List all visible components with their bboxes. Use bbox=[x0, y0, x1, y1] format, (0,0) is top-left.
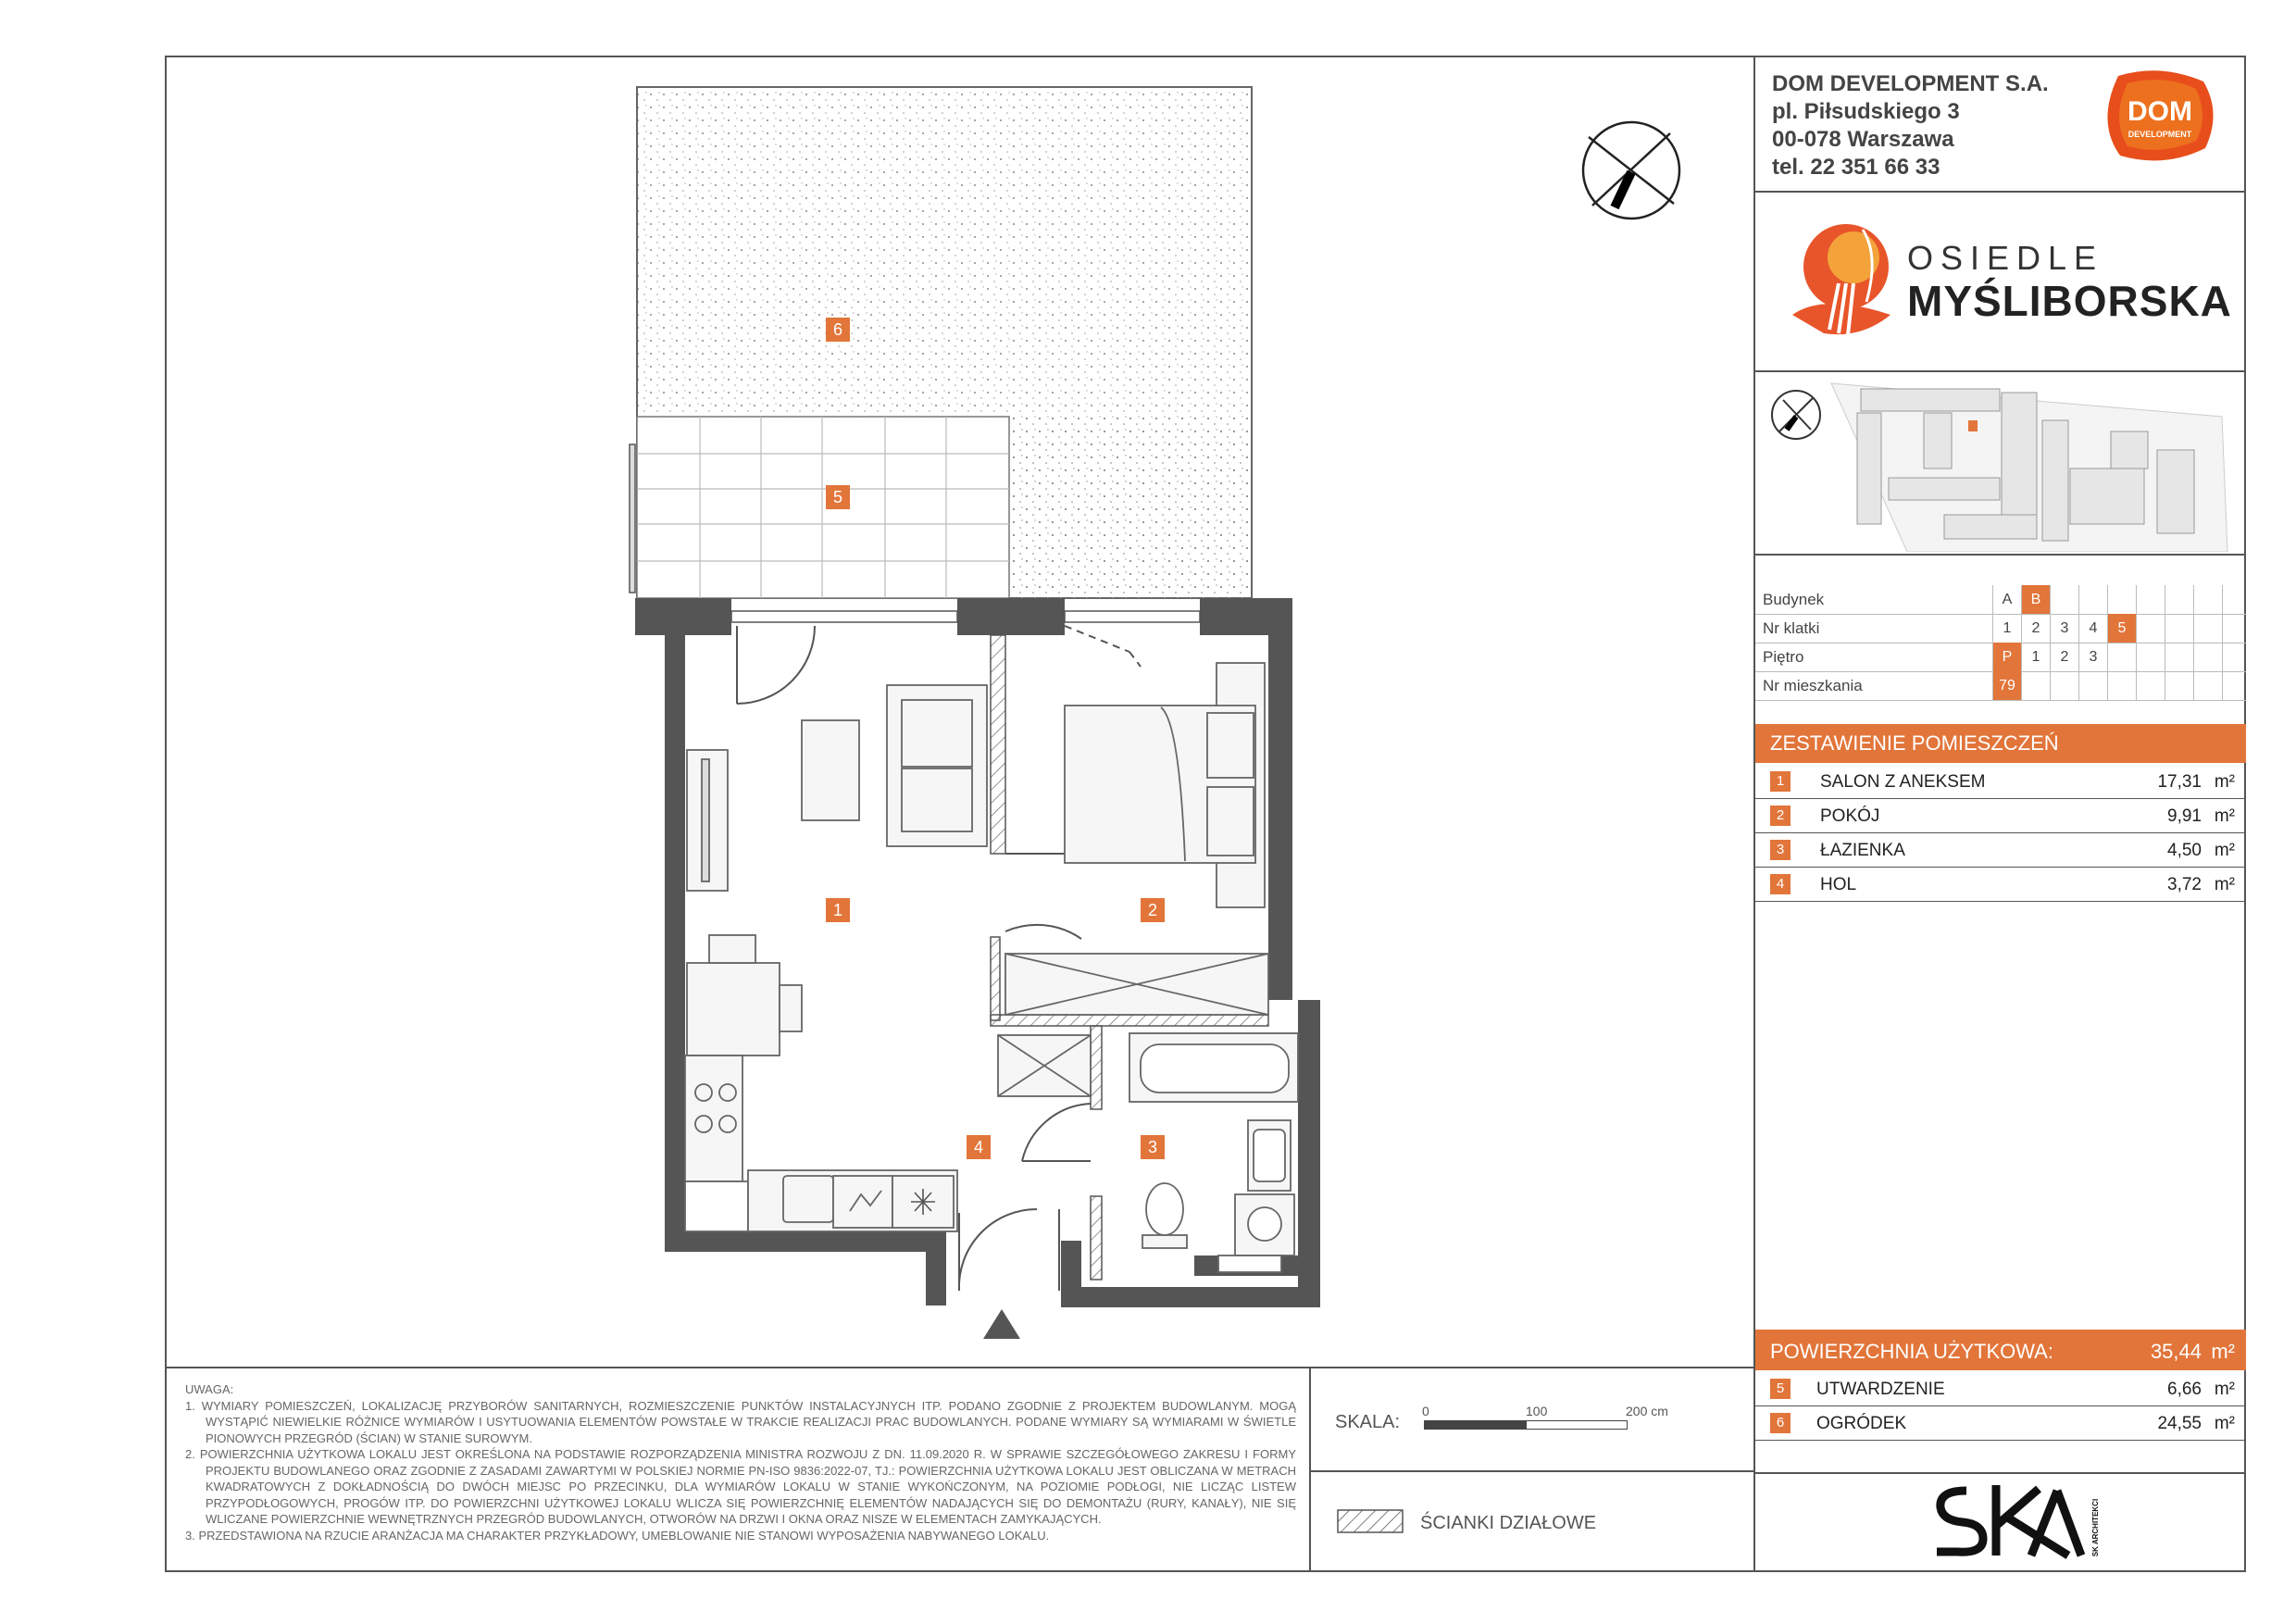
info-cell-empty bbox=[2193, 614, 2222, 643]
room-row bbox=[1755, 833, 2246, 868]
dom-logo-text: DOM bbox=[2128, 96, 2192, 127]
company-name: DOM DEVELOPMENT S.A. bbox=[1772, 71, 2049, 96]
room-number: 4 bbox=[1770, 874, 1791, 894]
site-keyplan bbox=[1759, 376, 2240, 552]
info-cell-empty bbox=[2050, 671, 2078, 700]
divider-header bbox=[1755, 191, 2246, 193]
info-cell-empty bbox=[2193, 585, 2222, 614]
extra-name: UTWARDZENIE bbox=[1816, 1380, 1945, 1399]
info-row-stairwell bbox=[1755, 614, 2246, 643]
info-cell-empty bbox=[2021, 671, 2050, 700]
stairwell-value-5: 5 bbox=[2107, 614, 2136, 643]
building-value-a: A bbox=[1992, 585, 2021, 614]
building-value-b: B bbox=[2021, 585, 2050, 614]
scale-tick: 100 bbox=[1526, 1404, 1548, 1418]
info-cell-empty bbox=[2107, 643, 2136, 671]
info-cell-empty bbox=[2165, 614, 2193, 643]
dom-logo-subtext: DEVELOPMENT bbox=[2128, 130, 2192, 139]
company-address1: pl. Piłsudskiego 3 bbox=[1772, 99, 1960, 124]
room-name: POKÓJ bbox=[1820, 806, 1880, 826]
room-name: HOL bbox=[1820, 875, 1857, 894]
legend-label: ŚCIANKI DZIAŁOWE bbox=[1420, 1513, 1597, 1533]
room-row bbox=[1755, 799, 2246, 833]
extra-unit: m² bbox=[2214, 1414, 2235, 1433]
info-cell-empty bbox=[2078, 671, 2107, 700]
stairwell-value-3: 3 bbox=[2050, 614, 2078, 643]
room-unit: m² bbox=[2214, 841, 2235, 860]
info-cell-empty bbox=[2222, 671, 2246, 700]
note-item: 3. PRZEDSTAWIONA NA RZUCIE ARANŻACJA MA CHARAKTER PRZYKŁADOWY, UMEBLOWANIE NIE STANOWI WYPOSAŻENIA NABYWANEGO LOKALU. bbox=[185, 1528, 1050, 1543]
info-cell-empty bbox=[2136, 614, 2165, 643]
floor-value-3: 3 bbox=[2078, 643, 2107, 671]
room-name: ŁAZIENKA bbox=[1820, 841, 1905, 860]
bedroom-furniture bbox=[1065, 663, 1265, 907]
osiedle-brand-icon bbox=[1787, 219, 1898, 344]
note-item: 2. POWIERZCHNIA UŻYTKOWA LOKALU JEST OKREŚLONA NA PODSTAWIE ROZPORZĄDZENIA MINISTRA ROZWOJU Z DN. 11.09.2020 R. W SPRAWIE SZCZEGÓŁOWEGO ZAKRESU I FORMY PROJEKTU BUDOWLANEGO ORAZ ZGODNIE Z ZASADAMI ZAWARTYMI W POLSKIEJ NORMIE PN-ISO 9836:2022-07, TJ.: POWIERZCHNIA UŻYTKOWA LOKALU JEST OBLICZANA W METRACH KWADRATOWYCH Z DOKŁADNOŚCIĄ DO DWÓCH MIEJSC PO PRZECINKU, DLA WYMIARÓW LOKALU W STANIE WYKOŃCZONYM, NA POZIOMIE PODŁOGI, NIE LICZĄC LISTEW PRZYPODŁOGOWYCH, PROGÓW ITP. DO POWIERZCHNI UŻYTKOWEJ LOKALU WLICZA SIĘ POWIERZCHNIĘ ELEMENTÓW NADAJĄCYCH SIĘ DO DEMONTAŻU (RURY, KANAŁY), NIE SIĘ WLICZANE POWIERZCHNIE WEWNĘTRZNYCH PRZEGRÓD BUDOWLANYCH, OTWORÓW NA DRZWI I OKNA ORAZ NISZE W ELEMENTACH ZAMYKAJĄCYCH. bbox=[185, 1447, 1296, 1526]
scale-tick: 200 cm bbox=[1626, 1404, 1668, 1418]
extra-area: 24,55 bbox=[2157, 1414, 2202, 1433]
divider-notes bbox=[165, 1367, 1753, 1368]
note-item: 1. WYMIARY POMIESZCZEŃ, LOKALIZACJĘ PRZYBORÓW SANITARNYCH, ROZMIESZCZENIE PUNKTÓW INSTALACYJNYCH ITP. PODANO ZGODNIE Z PROJEKTEM BUDOWLANYM. MOGĄ WYSTĄPIĆ NIEWIELKIE RÓŻNICE WYMIARÓW I USYTUOWANIA ELEMENTÓW POWSTAŁE W TRAKCIE REALIZACJI PRAC BUDOWLANYCH. PODANE WYMIARY SĄ WYMIARAMI W ŚWIETLE PIONOWYCH PRZEGRÓD (ŚCIAN) W STANIE SUROWYM. bbox=[185, 1398, 1296, 1445]
info-cell-empty bbox=[2136, 585, 2165, 614]
plan-tag-1: 1 bbox=[826, 898, 850, 922]
scale-bar-light bbox=[1526, 1420, 1628, 1430]
notes-block bbox=[185, 1381, 1296, 1543]
info-cell-empty bbox=[2165, 643, 2193, 671]
plan-tag-2: 2 bbox=[1141, 898, 1165, 922]
stairwell-label: Nr klatki bbox=[1763, 619, 1820, 637]
extra-name: OGRÓDEK bbox=[1816, 1414, 1907, 1433]
company-info bbox=[1772, 70, 2049, 181]
stairwell-value-2: 2 bbox=[2021, 614, 2050, 643]
floor-value-2: 2 bbox=[2050, 643, 2078, 671]
info-cell-empty bbox=[2107, 671, 2136, 700]
coffee-table bbox=[802, 720, 859, 820]
divider-brand bbox=[1755, 370, 2246, 372]
scale-tick: 0 bbox=[1422, 1404, 1429, 1418]
room-unit: m² bbox=[2214, 806, 2235, 826]
divider-legend bbox=[1309, 1470, 1753, 1472]
ska-logo-text: SKA bbox=[1929, 1481, 1932, 1482]
extra-unit: m² bbox=[2214, 1380, 2235, 1399]
partition-legend-swatch bbox=[1337, 1509, 1404, 1535]
total-label: POWIERZCHNIA UŻYTKOWA: bbox=[1770, 1340, 2053, 1363]
scale-bar-dark bbox=[1424, 1420, 1526, 1430]
terrace-paving bbox=[637, 417, 1009, 598]
total-area: 35,44 bbox=[2150, 1340, 2202, 1363]
room-row bbox=[1755, 765, 2246, 799]
room-area: 9,91 bbox=[2167, 806, 2202, 826]
plan-tag-5: 5 bbox=[826, 485, 850, 509]
company-phone: tel. 22 351 66 33 bbox=[1772, 155, 1940, 180]
info-cell-empty bbox=[2165, 585, 2193, 614]
divider-logo bbox=[1755, 1472, 2246, 1474]
plan-tag-3: 3 bbox=[1141, 1135, 1165, 1159]
living-furniture bbox=[687, 685, 987, 1056]
entrance-arrow bbox=[983, 1309, 1020, 1339]
toilet-tank bbox=[1142, 1235, 1187, 1248]
extra-row bbox=[1755, 1406, 2246, 1441]
room-area: 3,72 bbox=[2167, 875, 2202, 894]
extra-number: 6 bbox=[1770, 1413, 1791, 1433]
info-cell-empty bbox=[2078, 585, 2107, 614]
dom-development-logo bbox=[2100, 67, 2220, 170]
divider-keyplan bbox=[1755, 554, 2246, 556]
extra-area: 6,66 bbox=[2167, 1380, 2202, 1399]
room-number: 3 bbox=[1770, 840, 1791, 860]
info-cell-empty bbox=[2107, 585, 2136, 614]
divider-scale bbox=[1309, 1367, 1311, 1572]
kitchen-sink bbox=[783, 1176, 833, 1222]
ska-architects-logo bbox=[1929, 1481, 2115, 1559]
info-cell-empty bbox=[2222, 614, 2246, 643]
room-area: 17,31 bbox=[2157, 772, 2202, 792]
room-area: 4,50 bbox=[2167, 841, 2202, 860]
room-unit: m² bbox=[2214, 875, 2235, 894]
toilet bbox=[1146, 1183, 1183, 1235]
apartment-value: 79 bbox=[1992, 671, 2021, 700]
info-cell-empty bbox=[2193, 643, 2222, 671]
brand-line2: MYŚLIBORSKA bbox=[1907, 277, 2232, 325]
ska-subtext: SK ARCHITEKCI bbox=[2091, 1498, 2100, 1557]
rooms-header: ZESTAWIENIE POMIESZCZEŃ bbox=[1755, 724, 2246, 763]
extra-row bbox=[1755, 1372, 2246, 1406]
info-cell-empty bbox=[2136, 671, 2165, 700]
notes-heading: UWAGA: bbox=[185, 1382, 234, 1396]
floor-label: Piętro bbox=[1763, 648, 1804, 666]
info-row-apartment bbox=[1755, 671, 2246, 701]
info-cell-empty bbox=[2136, 643, 2165, 671]
floor-value-p: P bbox=[1992, 643, 2021, 671]
kitchen bbox=[685, 1056, 957, 1231]
brand-line1: OSIEDLE bbox=[1907, 239, 2104, 277]
room-unit: m² bbox=[2214, 772, 2235, 792]
total-unit: m² bbox=[2211, 1340, 2235, 1363]
company-address2: 00-078 Warszawa bbox=[1772, 127, 1954, 152]
room-number: 2 bbox=[1770, 806, 1791, 826]
room-name: SALON Z ANEKSEM bbox=[1820, 772, 1986, 792]
room-number: 1 bbox=[1770, 771, 1791, 792]
scale-label: SKALA: bbox=[1335, 1412, 1401, 1432]
stairwell-value-1: 1 bbox=[1992, 614, 2021, 643]
plan-tag-4: 4 bbox=[967, 1135, 991, 1159]
info-cell-empty bbox=[2222, 643, 2246, 671]
info-cell-empty bbox=[2165, 671, 2193, 700]
extra-number: 5 bbox=[1770, 1379, 1791, 1399]
building-label: Budynek bbox=[1763, 591, 1825, 608]
keyplan-compass-icon bbox=[1772, 391, 1820, 439]
compass-icon bbox=[1583, 122, 1679, 219]
dining-table bbox=[687, 963, 780, 1056]
info-cell-empty bbox=[2222, 585, 2246, 614]
stairwell-value-4: 4 bbox=[2078, 614, 2107, 643]
info-cell-empty bbox=[2193, 671, 2222, 700]
apartment-label: Nr mieszkania bbox=[1763, 677, 1863, 694]
room-row bbox=[1755, 868, 2246, 902]
info-row-floor bbox=[1755, 643, 2246, 672]
floor-value-1: 1 bbox=[2021, 643, 2050, 671]
info-cell-empty bbox=[2050, 585, 2078, 614]
total-area-row bbox=[1755, 1330, 2246, 1370]
info-row-building bbox=[1755, 585, 2246, 615]
plan-tag-6: 6 bbox=[826, 318, 850, 342]
